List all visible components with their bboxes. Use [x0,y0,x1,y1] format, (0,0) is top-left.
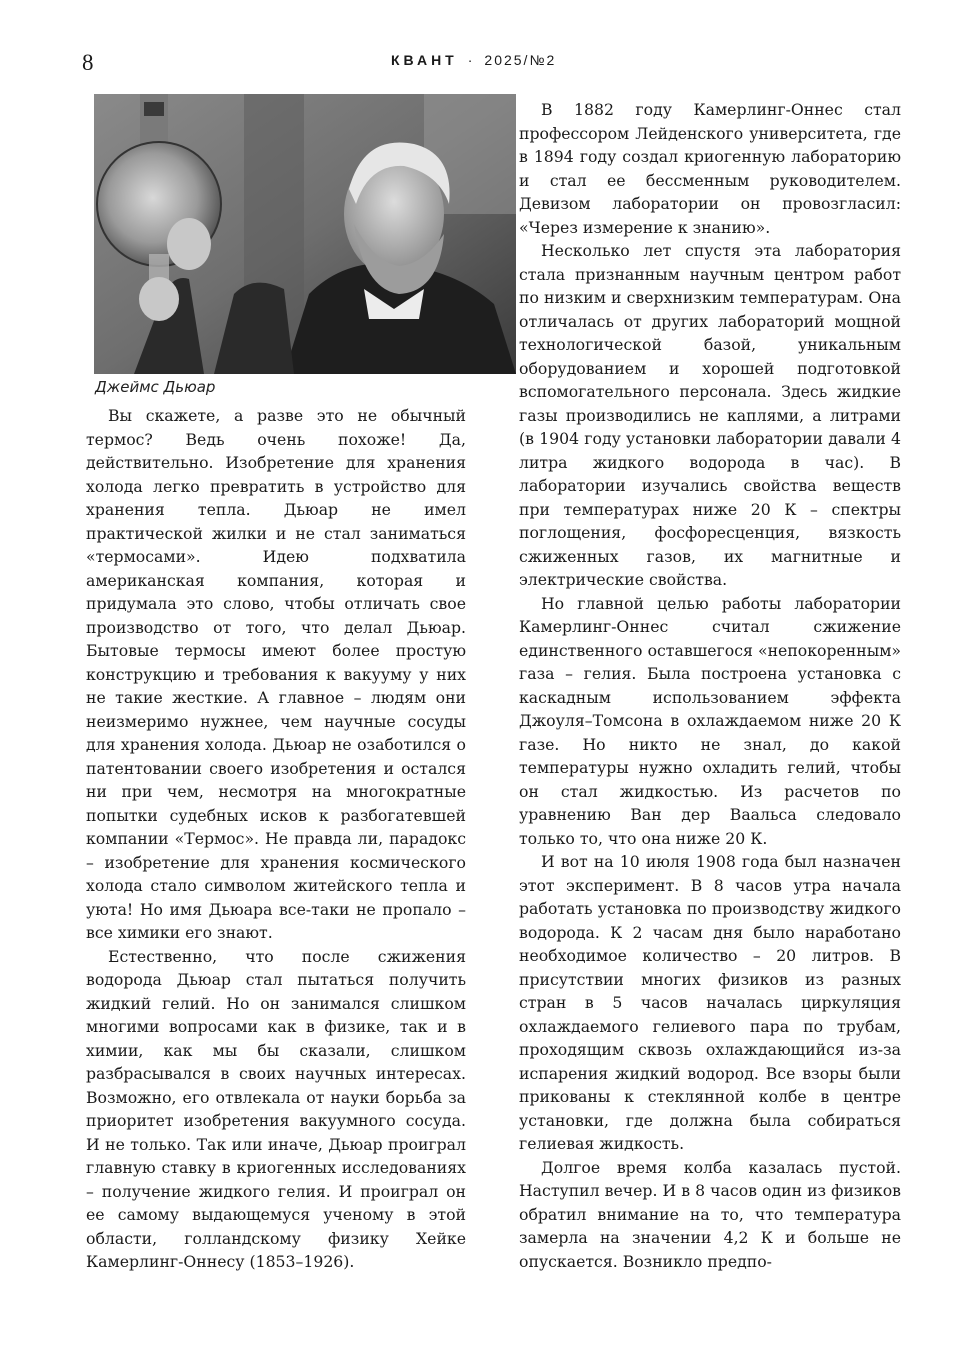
left-column [86,404,466,1274]
portrait-photo [94,94,516,374]
issue-number: 2025/№2 [484,52,557,68]
header-separator: · [467,52,475,68]
right-column [519,98,901,1273]
page-number: 8 [82,50,94,75]
paragraph: Несколько лет спустя эта лаборатория стала признанным научным центром работ по низким и сверхнизким температурам. Она отличалась от других лабораторий мощной технологической базой, уникальным оборудованием и хорошей подготовкой вспомогательного персонала. Здесь жидкие газы производились не каплями, а литрами (в 1904 году установки лаборатории давали 4 литра жидкого водорода в час). В лаборатории изучались свойства веществ при температурах ниже 20 К – спектры поглощения, фосфоресценция, вязкость сжиженных газов, их магнитные и электрические свойства. [519,241,901,589]
paragraph: Вы скажете, а разве это не обычный термос? Ведь очень похоже! Да, действительно. Изобретение для хранения холода легко превратить в устройство для хранения тепла. Дьюар не имел практической жилки и не стал заниматься «термосами». Идею подхватила американская компания, которая и придумала это слово, чтобы отличать свое производство от того, что делал Дьюар. Бытовые термосы имеют более простую конструкцию и требования к вакууму у них не такие жесткие. А главное – людям они неизмеримо нужнее, чем научные сосуды для хранения холода. Дьюар не озаботился о патентовании своего изобретения и остался ни при чем, несмотря на многократные попытки судебных исков к разбогатевшей компании «Термос». Не правда ли, парадокс – изобретение для хранения космического холода стало символом житейского тепла и уюта! Но имя Дьюара все-таки не пропало – все химики его знают. [86,406,466,942]
paragraph: Естественно, что после сжижения водорода Дьюар стал пытаться получить жидкий гелий. Но он занимался слишком многими вопросами как в физике, так и в химии, как мы бы сказали, слишком разбрасывался в своих научных интересах. Возможно, его отвлекала от науки борьба за приоритет изобретения вакуумного сосуда. И не только. Так или иначе, Дьюар проиграл главную ставку в криогенных исследованиях – получение жидкого гелия. И проиграл он ее самому выдающемуся ученому в этой области, голландскому физику Хейке Камерлинг-Оннесу (1853–1926). [86,946,466,1271]
running-head [391,52,556,68]
paragraph: Но главной целью работы лаборатории Камерлинг-Оннес считал сжижение единственного оставшегося «непокоренным» газа – гелия. Была построена установка с каскадным использованием эффекта Джоуля–Томсона в охлаждаемом ниже 20 К газе. Но никто не знал, до какой температуры нужно охладить гелий, чтобы он стал жидкостью. Из расчетов по уравнению Ван дер Ваальса следовало только то, что она ниже 20 К. [519,593,901,848]
paragraph: В 1882 году Камерлинг-Оннес стал профессором Лейденского университета, где в 1894 году создал криогенную лабораторию и стал ее бессменным руководителем. Девизом лаборатории он провозгласил: «Через измерение к знанию». [519,100,901,237]
journal-title: КВАНТ [391,52,458,68]
paragraph: И вот на 10 июля 1908 года был назначен этот эксперимент. В 8 часов утра начала работать установка по производству жидкого водорода. К 2 часам дня было наработано необходимое количество – 20 литров. В присутствии многих физиков из разных стран в 5 часов началась циркуляция охлаждаемого гелиевого пара по трубам, проходящим сквозь охлаждающийся из-за испарения жидкий водород. Все взоры были прикованы к стеклянной колбе в центре установки, где должна была собираться гелиевая жидкость. [519,852,901,1153]
paragraph: Долгое время колба казалась пустой. Наступил вечер. И в 8 часов один из физиков обратил внимание на то, что температура замерла на значении 4,2 К и больше не опускается. Возникло предпо- [519,1157,901,1271]
portrait-illustration [94,94,516,374]
photo-caption: Джеймс Дьюар [95,378,216,396]
